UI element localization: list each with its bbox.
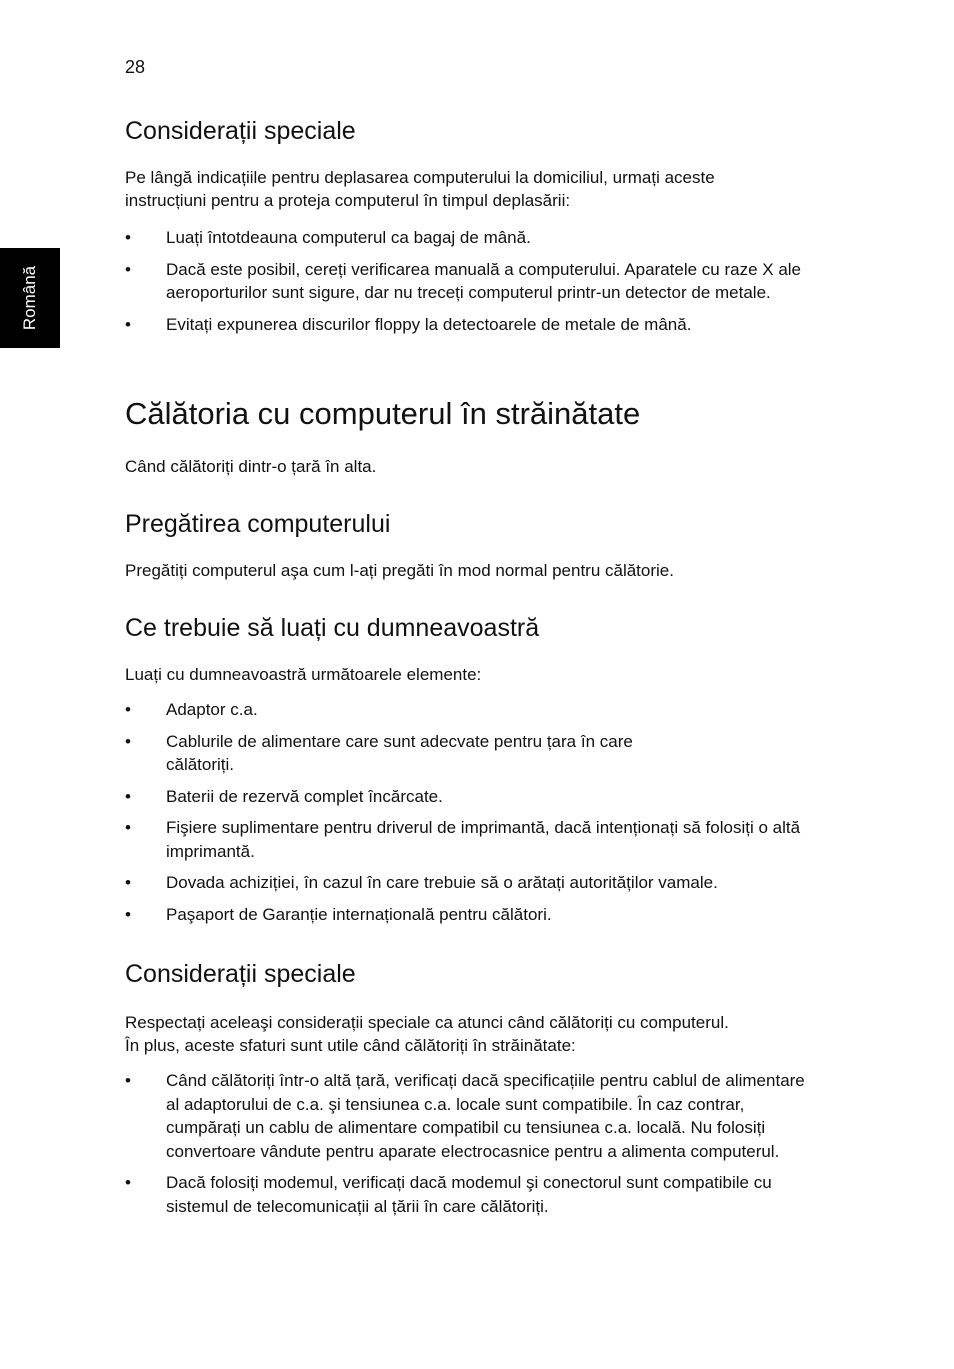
section-heading: Ce trebuie să luați cu dumneavoastră <box>125 614 540 642</box>
intro-text: Luați cu dumneavoastră următoarele elemente: <box>125 665 482 684</box>
section-what-to-take-intro <box>125 663 815 686</box>
section-special-considerations-heading <box>125 116 815 146</box>
list-item <box>125 1069 815 1163</box>
main-title-block <box>125 395 815 432</box>
bullet-icon: • <box>125 1071 131 1090</box>
bullet-icon: • <box>125 228 131 247</box>
list-item-text: Fişiere suplimentare pentru driverul de imprimantă, dacă intenționați să folosiți o altă imprimantă. <box>166 818 801 861</box>
language-side-tab-label: Română <box>20 265 39 331</box>
list-item <box>125 226 815 250</box>
bullet-icon: • <box>125 314 131 334</box>
bullet-icon: • <box>125 731 131 751</box>
list-item-text: Adaptor c.a. <box>166 700 258 719</box>
section-heading: Considerații speciale <box>125 117 356 145</box>
section-intro <box>125 166 775 212</box>
list-item-text: Dacă este posibil, cereți verificarea manuală a computerului. Aparatele cu raze X ale aeroporturilor sunt sigure, dar nu treceți computerul printr-un detector de metale. <box>166 259 802 302</box>
list-item <box>125 698 825 722</box>
list-item-text: Dovada achiziției, în cazul în care trebuie să o arătați autorităților vamale. <box>166 873 718 892</box>
bullet-icon: • <box>125 873 131 892</box>
body-text: Pregătiți computerul aşa cum l-ați pregăti în mod normal pentru călătorie. <box>125 561 674 580</box>
list-item-text: Dacă folosiți modemul, verificați dacă modemul şi conectorul sunt compatibile cu sistemul de telecomunicații al țării în care călătoriți. <box>166 1173 772 1216</box>
bullet-list <box>125 1069 815 1218</box>
list-item <box>125 258 815 305</box>
list-item-text: Când călătoriți într-o altă țară, verificați dacă specificațiile pentru cablul de alimentare al adaptorului de c.a. şi tensiunea c.a. locale sunt compatibile. În caz contrar, cumpărați un cablu de alimentare compatibil cu tensiunea c.a. locală. Nu folosiți convertoare vândute pentru aparate electrocasnice pentru a alimenta computerul. <box>166 1071 805 1161</box>
intro-text: Pe lângă indicațiile pentru deplasarea computerului la domiciliul, urmați aceste instrucțiuni pentru a proteja computerul în timpul deplasării: <box>125 168 715 210</box>
section-heading: Considerații speciale <box>125 960 356 988</box>
page-number: 28 <box>125 57 146 77</box>
list-item <box>125 1171 815 1218</box>
section-preparing-heading <box>125 509 815 539</box>
intro-text-line: În plus, aceste sfaturi sunt utile când călătoriți în străinătate: <box>125 1036 576 1055</box>
list-item <box>125 730 686 777</box>
main-intro <box>125 455 815 478</box>
section-heading: Pregătirea computerului <box>125 510 391 538</box>
section-abroad-intro <box>125 1011 815 1057</box>
bullet-icon: • <box>125 904 131 924</box>
section-special-considerations-abroad-heading <box>125 959 815 989</box>
list-item <box>125 871 825 895</box>
bullet-icon: • <box>125 786 131 806</box>
list-item-text: Cablurile de alimentare care sunt adecvate pentru țara în care călătoriți. <box>166 731 633 774</box>
list-item <box>125 816 825 863</box>
language-side-tab <box>0 248 60 348</box>
intro-text: Când călătoriți dintr-o țară în alta. <box>125 457 377 476</box>
bullet-icon: • <box>125 259 131 279</box>
page-title: Călătoria cu computerul în străinătate <box>125 396 641 431</box>
bullet-icon: • <box>125 818 131 837</box>
intro-text-line: Respectați aceleaşi considerații speciale ca atunci când călătoriți cu computerul. <box>125 1013 729 1032</box>
bullet-icon: • <box>125 1173 131 1192</box>
list-item-text: Evitați expunerea discurilor floppy la detectoarele de metale de mână. <box>166 314 692 334</box>
section-preparing-text <box>125 559 815 582</box>
list-item-text: Luați întotdeauna computerul ca bagaj de mână. <box>166 228 531 247</box>
list-item-text: Baterii de rezervă complet încărcate. <box>166 786 443 806</box>
bullet-list <box>125 698 825 926</box>
bullet-list <box>125 226 815 336</box>
list-item <box>125 785 825 809</box>
list-item-text: Paşaport de Garanție internațională pentru călători. <box>166 904 552 924</box>
list-item <box>125 903 825 927</box>
bullet-icon: • <box>125 700 131 719</box>
list-item <box>125 313 815 337</box>
section-what-to-take-heading <box>125 613 815 643</box>
